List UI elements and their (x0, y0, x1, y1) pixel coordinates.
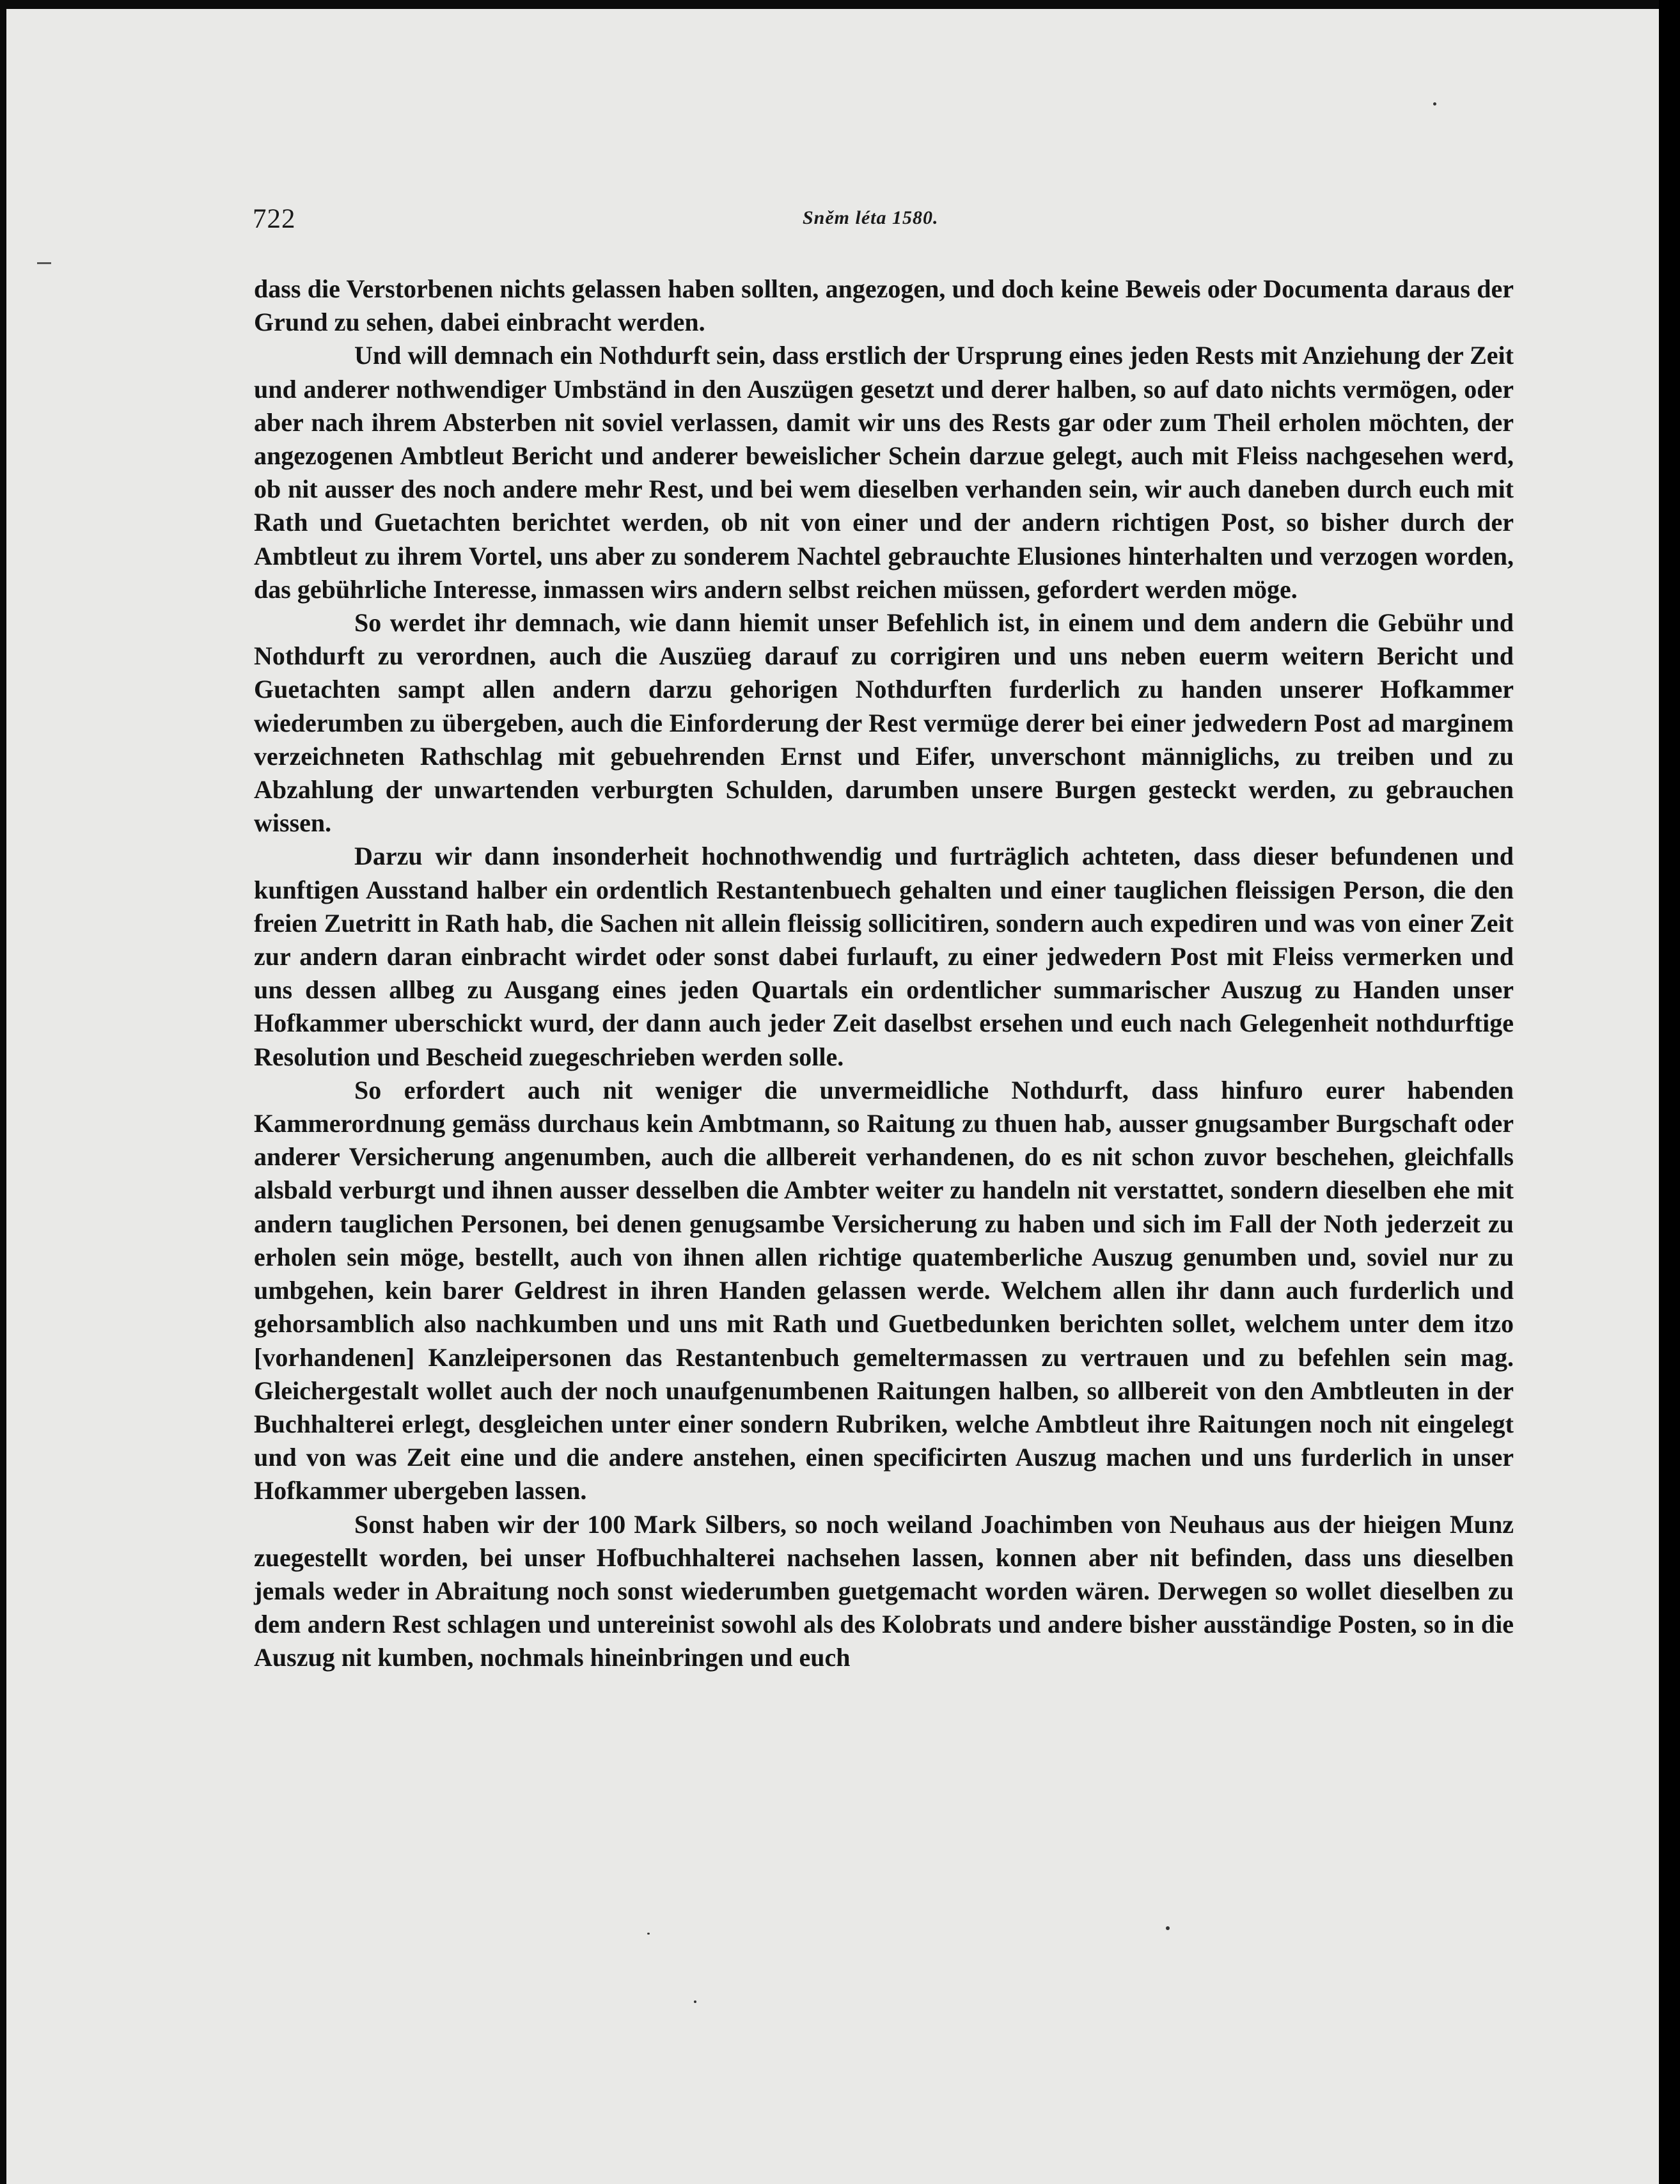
scan-speck (1166, 1926, 1170, 1930)
paragraph-1: dass die Verstorbenen nichts gelassen haben sollten, angezogen, und doch keine Beweis oder Documenta daraus der Grund zu sehen, dabei einbracht werden. (254, 274, 1514, 337)
paragraph-2: Und will demnach ein Nothdurft sein, dass erstlich der Ursprung eines jeden Rests mit Anziehung der Zeit und anderer nothwendiger Umbständ in den Auszügen gesetzt und derer halben, so auf dato nichts vermögen, oder aber nach ihrem Absterben nit soviel verlassen, damit wir uns des Rests gar oder zum Theil erholen möchten, der angezogenen Ambtleut Bericht und anderer beweislicher Schein darzue gelegt, auch mit Fleiss nachgesehen werd, ob nit ausser des noch andere mehr Rest, und bei wem dieselben verhanden sein, wir auch daneben durch euch mit Rath und Guetachten berichtet werden, ob nit von einer und der andern richtigen Post, so bisher durch der Ambtleut zu ihrem Vortel, uns aber zu sonderem Nachtel gebrauchte Elusiones hinterhalten und verzogen worden, das gebührliche Interesse, inmassen wirs andern selbst reichen müssen, gefordert werden möge. (254, 341, 1514, 604)
paragraph-3: So werdet ihr demnach, wie dann hiemit unser Befehlich ist, in einem und dem andern die Gebühr und Nothdurft zu verordnen, auch die Auszüeg darauf zu corrigiren und uns neben euerm weitern Bericht und Guetachten sampt allen andern darzu gehorigen Nothdurften furderlich zu handen unserer Hofkammer wiederumben zu übergeben, auch die Einforderung der Rest vermüge derer bei einer jedwedern Post ad marginem verzeichneten Rathschlag mit gebuehrenden Ernst und Eifer, unverschont männiglichs, zu treiben und zu Abzahlung der unwartenden verburgten Schulden, darumben unsere Burgen gesteckt werden, zu gebrauchen wissen. (254, 608, 1514, 838)
scan-speck (1433, 102, 1436, 106)
page-header (253, 203, 1516, 242)
paragraph-6: Sonst haben wir der 100 Mark Silbers, so noch weiland Joachimben von Neuhaus aus der hieigen Munz zuegestellt worden, bei unser Hofbuchhalterei nachsehen lassen, konnen aber nit befinden, dass uns dieselben jemals weder in Abraitung noch sonst wiederumben guetgemacht worden wären. Derwegen so wollet dieselben zu dem andern Rest schlagen und untereinist sowohl als des Kolobrats und andere bisher ausständige Posten, so in die Auszug nit kumben, nochmals hineinbringen und euch (254, 1509, 1514, 1672)
margin-mark (37, 262, 51, 264)
body-text (254, 272, 1514, 1675)
scan-speck (647, 1933, 650, 1935)
paragraph-5: So erfordert auch nit weniger die unvermeidliche Nothdurft, dass hinfuro eurer habenden Kammerordnung gemäss durchaus kein Ambtmann, so Raitung zu thuen hab, ausser gnugsamber Burgschaft oder anderer Versicherung angenumben, auch die allbereit verhandenen, do es nit schon zuvor beschehen, gleichfalls alsbald verburgt und ihnen ausser desselben die Ambter weiter zu handeln nit verstattet, sondern dieselben ehe mit andern tauglichen Personen, bei denen genugsambe Versicherung zu haben und sich im Fall der Noth jederzeit zu erholen sein möge, bestellt, auch von ihnen allen richtige quatemberliche Auszug genumben und, soviel nur zu umbgehen, kein barer Geldrest in ihren Handen gelassen werde. Welchem allen ihr dann auch furderlich und gehorsamblich also nachkumben und uns mit Rath und Guetbedunken berichten sollet, welchem unter dem itzo [vorhandenen] Kanzleipersonen das Restantenbuch gemeltermassen zu vertrauen und zu befehlen sein mag. Gleichergestalt wollet auch der noch unaufgenumbenen Raitungen halben, so allbereit von den Ambtleuten in der Buchhalterei erlegt, desgleichen unter einer sondern Rubriken, welche Ambtleut ihre Raitungen noch nit eingelegt und von was Zeit eine und die andere anstehen, einen specificirten Auszug machen und uns furderlich in unser Hofkammer ubergeben lassen. (254, 1075, 1514, 1505)
running-head: Sněm léta 1580. (803, 207, 939, 228)
paragraph-4: Darzu wir dann insonderheit hochnothwendig und furträglich achteten, dass dieser befundenen und kunftigen Ausstand halber ein ordentlich Restantenbuech gehalten und einer tauglichen fleissigen Person, die den freien Zuetritt in Rath hab, die Sachen nit allein fleissig sollicitiren, sondern auch expediren und was von einer Zeit zur andern daran einbracht wirdet oder sonst dabei furlauft, zu einer jedwedern Post mit Fleiss vermerken und uns dessen allbeg zu Ausgang eines jeden Quartals ein ordentlicher summarischer Auszug zu Handen unser Hofkammer uberschickt wurd, der dann auch jeder Zeit daselbst ersehen und euch nach Gelegenheit nothdurftige Resolution und Bescheid zuegeschrieben werden solle. (254, 842, 1514, 1071)
scan-speck (694, 2000, 696, 2003)
page-number: 722 (253, 204, 296, 234)
scan-edge-shadow (1659, 0, 1680, 2184)
